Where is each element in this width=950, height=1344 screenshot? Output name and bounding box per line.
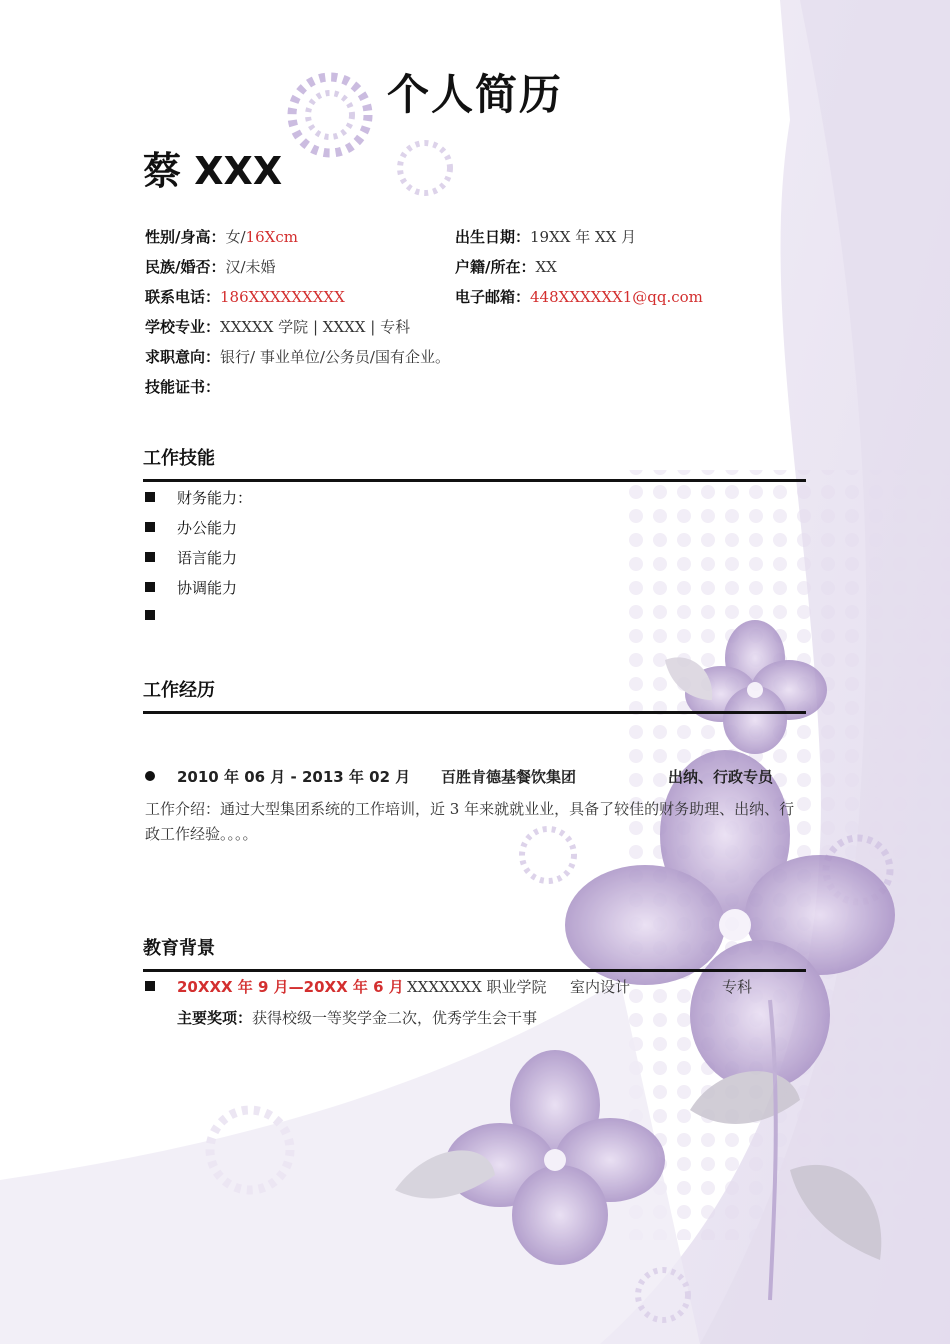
bullet-square-icon (145, 610, 155, 620)
section-title-skills: 工作技能 (143, 448, 215, 469)
skill-item: 办公能力 (145, 517, 237, 538)
education-major: 室内设计 (570, 978, 631, 996)
experience-description: 工作介绍：通过大型集团系统的工作培训，近 3 年来就就业业，具备了较佳的财务助理、出纳、行政工作经验。。。。 (145, 800, 795, 843)
email-link[interactable]: 448XXXXXX1@qq.com (530, 288, 703, 306)
section-divider (143, 711, 806, 714)
experience-entry-header: 2010 年 06 月 - 2013 年 02 月 (145, 767, 410, 787)
bullet-square-icon (145, 981, 155, 991)
section-divider (143, 479, 806, 482)
info-birth-date: 出生日期：19XX 年 XX 月 (455, 228, 637, 246)
bullet-dot-icon (145, 771, 155, 781)
info-gender-height: 性别/身高：女/16Xcm (145, 228, 298, 246)
skill-item: 语言能力 (145, 547, 237, 568)
info-school-major: 学校专业：XXXXX 学院 | XXXX | 专科 (145, 318, 411, 336)
bullet-square-icon (145, 522, 155, 532)
info-job-intention: 求职意向：银行/ 事业单位/公务员/国有企业。 (145, 348, 450, 366)
bullet-square-icon (145, 492, 155, 502)
skill-item (145, 607, 177, 625)
section-divider (143, 969, 806, 972)
label-gender-height: 性别/身高： (145, 228, 226, 246)
experience-company: 百胜肯德基餐饮集团 (441, 768, 577, 786)
info-ethnicity-marital: 民族/婚否：汉/未婚 (145, 258, 276, 276)
section-title-education: 教育背景 (143, 938, 215, 959)
bullet-square-icon (145, 582, 155, 592)
skill-item: 财务能力： (145, 487, 252, 508)
info-email: 电子邮箱：448XXXXXX1@qq.com (455, 288, 703, 306)
experience-position: 出纳、行政专员 (668, 768, 774, 786)
education-awards: 主要奖项：获得校级一等奖学金二次，优秀学生会干事 (177, 1009, 538, 1027)
bullet-square-icon (145, 552, 155, 562)
education-entry: 20XXX 年 9 月—20XX 年 6 月 (145, 977, 404, 997)
education-degree: 专科 (722, 978, 753, 996)
skill-item: 协调能力 (145, 577, 237, 598)
page-title: 个人简历 (386, 70, 563, 119)
info-certificates: 技能证书： (145, 378, 221, 396)
info-hometown: 户籍/所在：XX (455, 258, 557, 276)
person-name: 蔡 XXX (143, 149, 283, 193)
education-school: XXXXXXX 职业学院 (407, 978, 547, 996)
section-title-experience: 工作经历 (143, 680, 215, 701)
info-phone: 联系电话：186XXXXXXXXX (145, 288, 345, 306)
